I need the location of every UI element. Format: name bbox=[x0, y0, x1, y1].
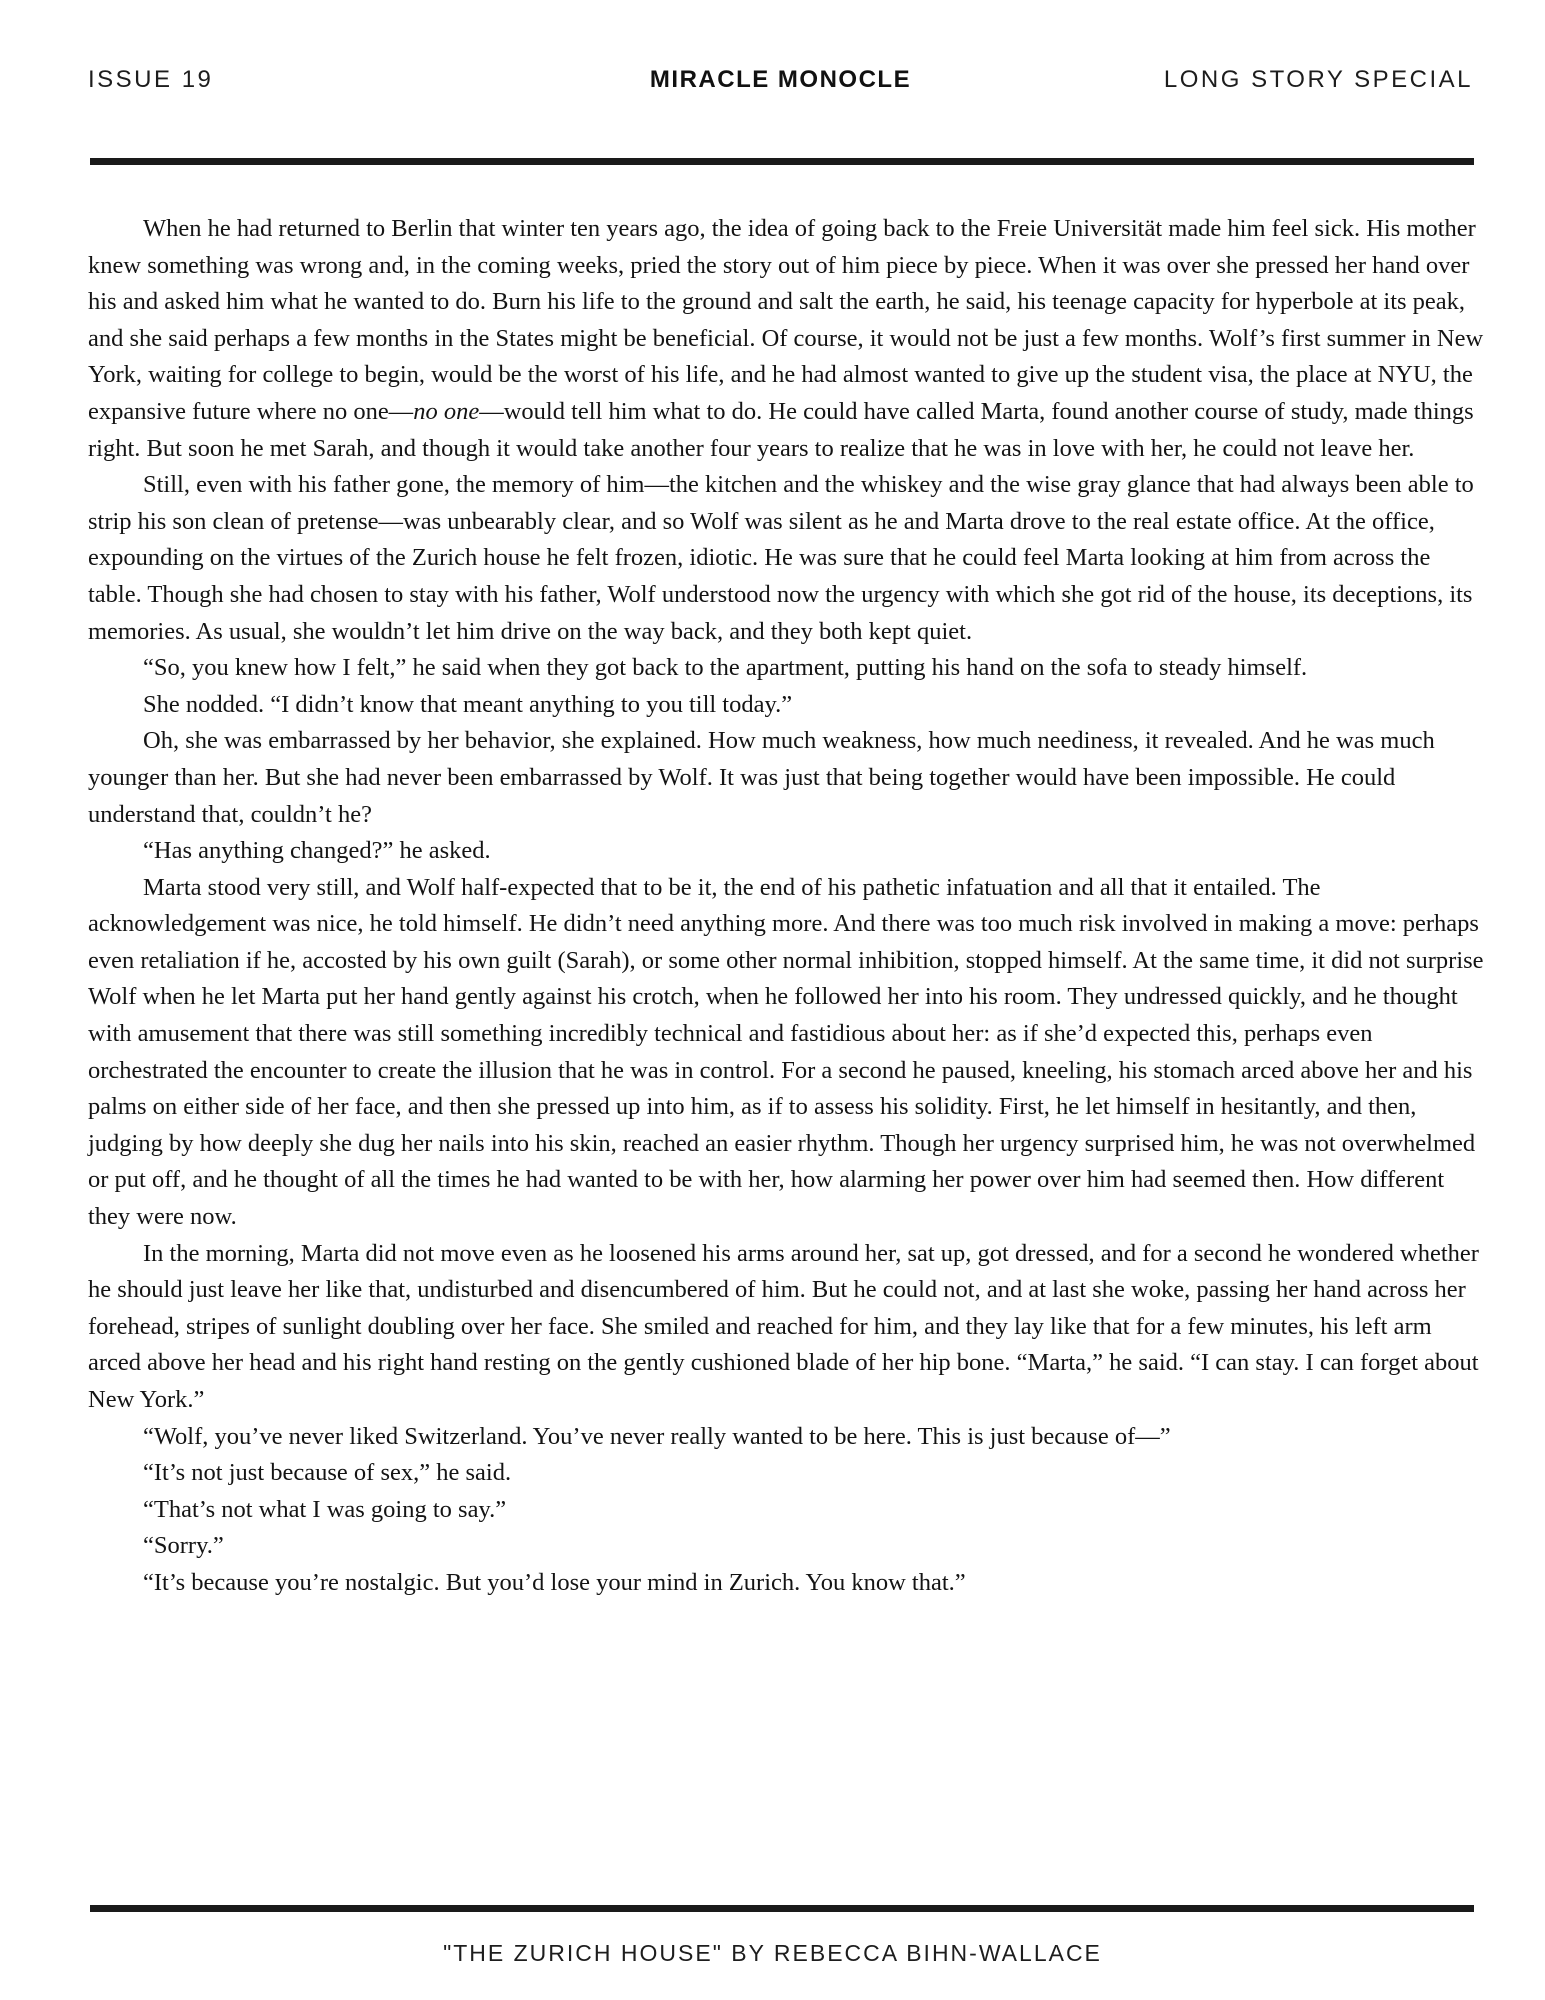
edition-label: LONG STORY SPECIAL bbox=[1163, 66, 1473, 93]
story-paragraph: When he had returned to Berlin that winter ten years ago, the idea of going back to the Freie Universität made him feel sick. His mother knew something was wrong and, in the coming weeks, pried the story out of him piece by piece. When it was over she pressed her hand over his and asked him what he wanted to do. Burn his life to the ground and salt the earth, he said, his teenage capacity for hyperbole at its peak, and she said perhaps a few months in the States might be beneficial. Of course, it would not be just a few months. Wolf’s first summer in New York, waiting for college to begin, would be the worst of his life, and he had almost wanted to give up the student visa, the place at NYU, the expansive future where no one—no one—would tell him what to do. He could have called Marta, found another course of study, made things right. But soon he met Sarah, and though it would take another four years to realize that he was in love with her, he could not leave her. bbox=[88, 215, 1484, 462]
story-paragraph: “So, you knew how I felt,” he said when they got back to the apartment, putting his hand on the sofa to steady himself. bbox=[143, 654, 1308, 682]
footer-rule bbox=[90, 1905, 1474, 1912]
story-paragraph: Marta stood very still, and Wolf half-expected that to be it, the end of his pathetic infatuation and all that it entailed. The acknowledgement was nice, he told himself. He didn’t need anything more. And there was too much risk involved in making a move: perhaps even retaliation if he, accosted by his own guilt (Sarah), or some other normal inhibition, stopped himself. At the same time, it did not surprise Wolf when he let Marta put her hand gently against his crotch, when he followed her into his room. They undressed quickly, and he thought with amusement that there was still something incredibly technical and fastidious about her: as if she’d expected this, perhaps even orchestrated the encounter to create the illusion that he was in control. For a second he paused, kneeling, his stomach arced above her and his palms on either side of her face, and then she pressed up into him, as if to assess his solidity. First, he let himself in hesitantly, and then, judging by how deeply she dug her nails into his skin, reached an easier rhythm. Though her urgency surprised him, he was not overwhelmed or put off, and he thought of all the times he had wanted to be with her, how alarming her power over him had seemed then. How different they were now. bbox=[88, 873, 1484, 1231]
story-paragraph: Still, even with his father gone, the memory of him—the kitchen and the whiskey and the wise gray glance that had always been able to strip his son clean of pretense—was unbearably clear, and so Wolf was silent as he and Marta drove to the real estate office. At the office, expounding on the virtues of the Zurich house he felt frozen, idiotic. He was sure that he could feel Marta looking at him from across the table. Though she had chosen to stay with his father, Wolf understood now the urgency with which she got rid of the house, its deceptions, its memories. As usual, she wouldn’t let him drive on the way back, and they both kept quiet. bbox=[88, 471, 1474, 645]
story-paragraph: “It’s because you’re nostalgic. But you’d lose your mind in Zurich. You know that.” bbox=[143, 1568, 966, 1596]
running-header bbox=[88, 66, 1473, 94]
story-paragraph: “Has anything changed?” he asked. bbox=[143, 837, 491, 865]
story-byline: "THE ZURICH HOUSE" BY REBECCA BIHN-WALLACE bbox=[443, 1940, 1102, 1966]
story-paragraph: “It’s not just because of sex,” he said. bbox=[143, 1459, 512, 1487]
issue-label: ISSUE 19 bbox=[88, 66, 214, 93]
magazine-title: MIRACLE MONOCLE bbox=[649, 66, 912, 93]
story-paragraph: In the morning, Marta did not move even as he loosened his arms around her, sat up, got dressed, and for a second he wondered whether he should just leave her like that, undisturbed and disencumbered of him. But he could not, and at last she woke, passing her hand across her forehead, stripes of sunlight doubling over her face. She smiled and reached for him, and they lay like that for a few minutes, his left arm arced above her head and his right hand resting on the gently cushioned blade of her hip bone. “Marta,” he said. “I can stay. I can forget about New York.” bbox=[88, 1239, 1479, 1413]
header-rule bbox=[90, 158, 1474, 165]
story-paragraph: “Sorry.” bbox=[143, 1532, 224, 1560]
story-body bbox=[88, 211, 1488, 1602]
story-paragraph: She nodded. “I didn’t know that meant anything to you till today.” bbox=[143, 690, 793, 718]
story-paragraph: “That’s not what I was going to say.” bbox=[143, 1495, 507, 1523]
story-paragraph: Oh, she was embarrassed by her behavior, she explained. How much weakness, how much neediness, it revealed. And he was much younger than her. But she had never been embarrassed by Wolf. It was just that being together would have been impossible. He could understand that, couldn’t he? bbox=[88, 727, 1435, 828]
story-paragraph: “Wolf, you’ve never liked Switzerland. You’ve never really wanted to be here. This is just because of—” bbox=[143, 1422, 1171, 1450]
